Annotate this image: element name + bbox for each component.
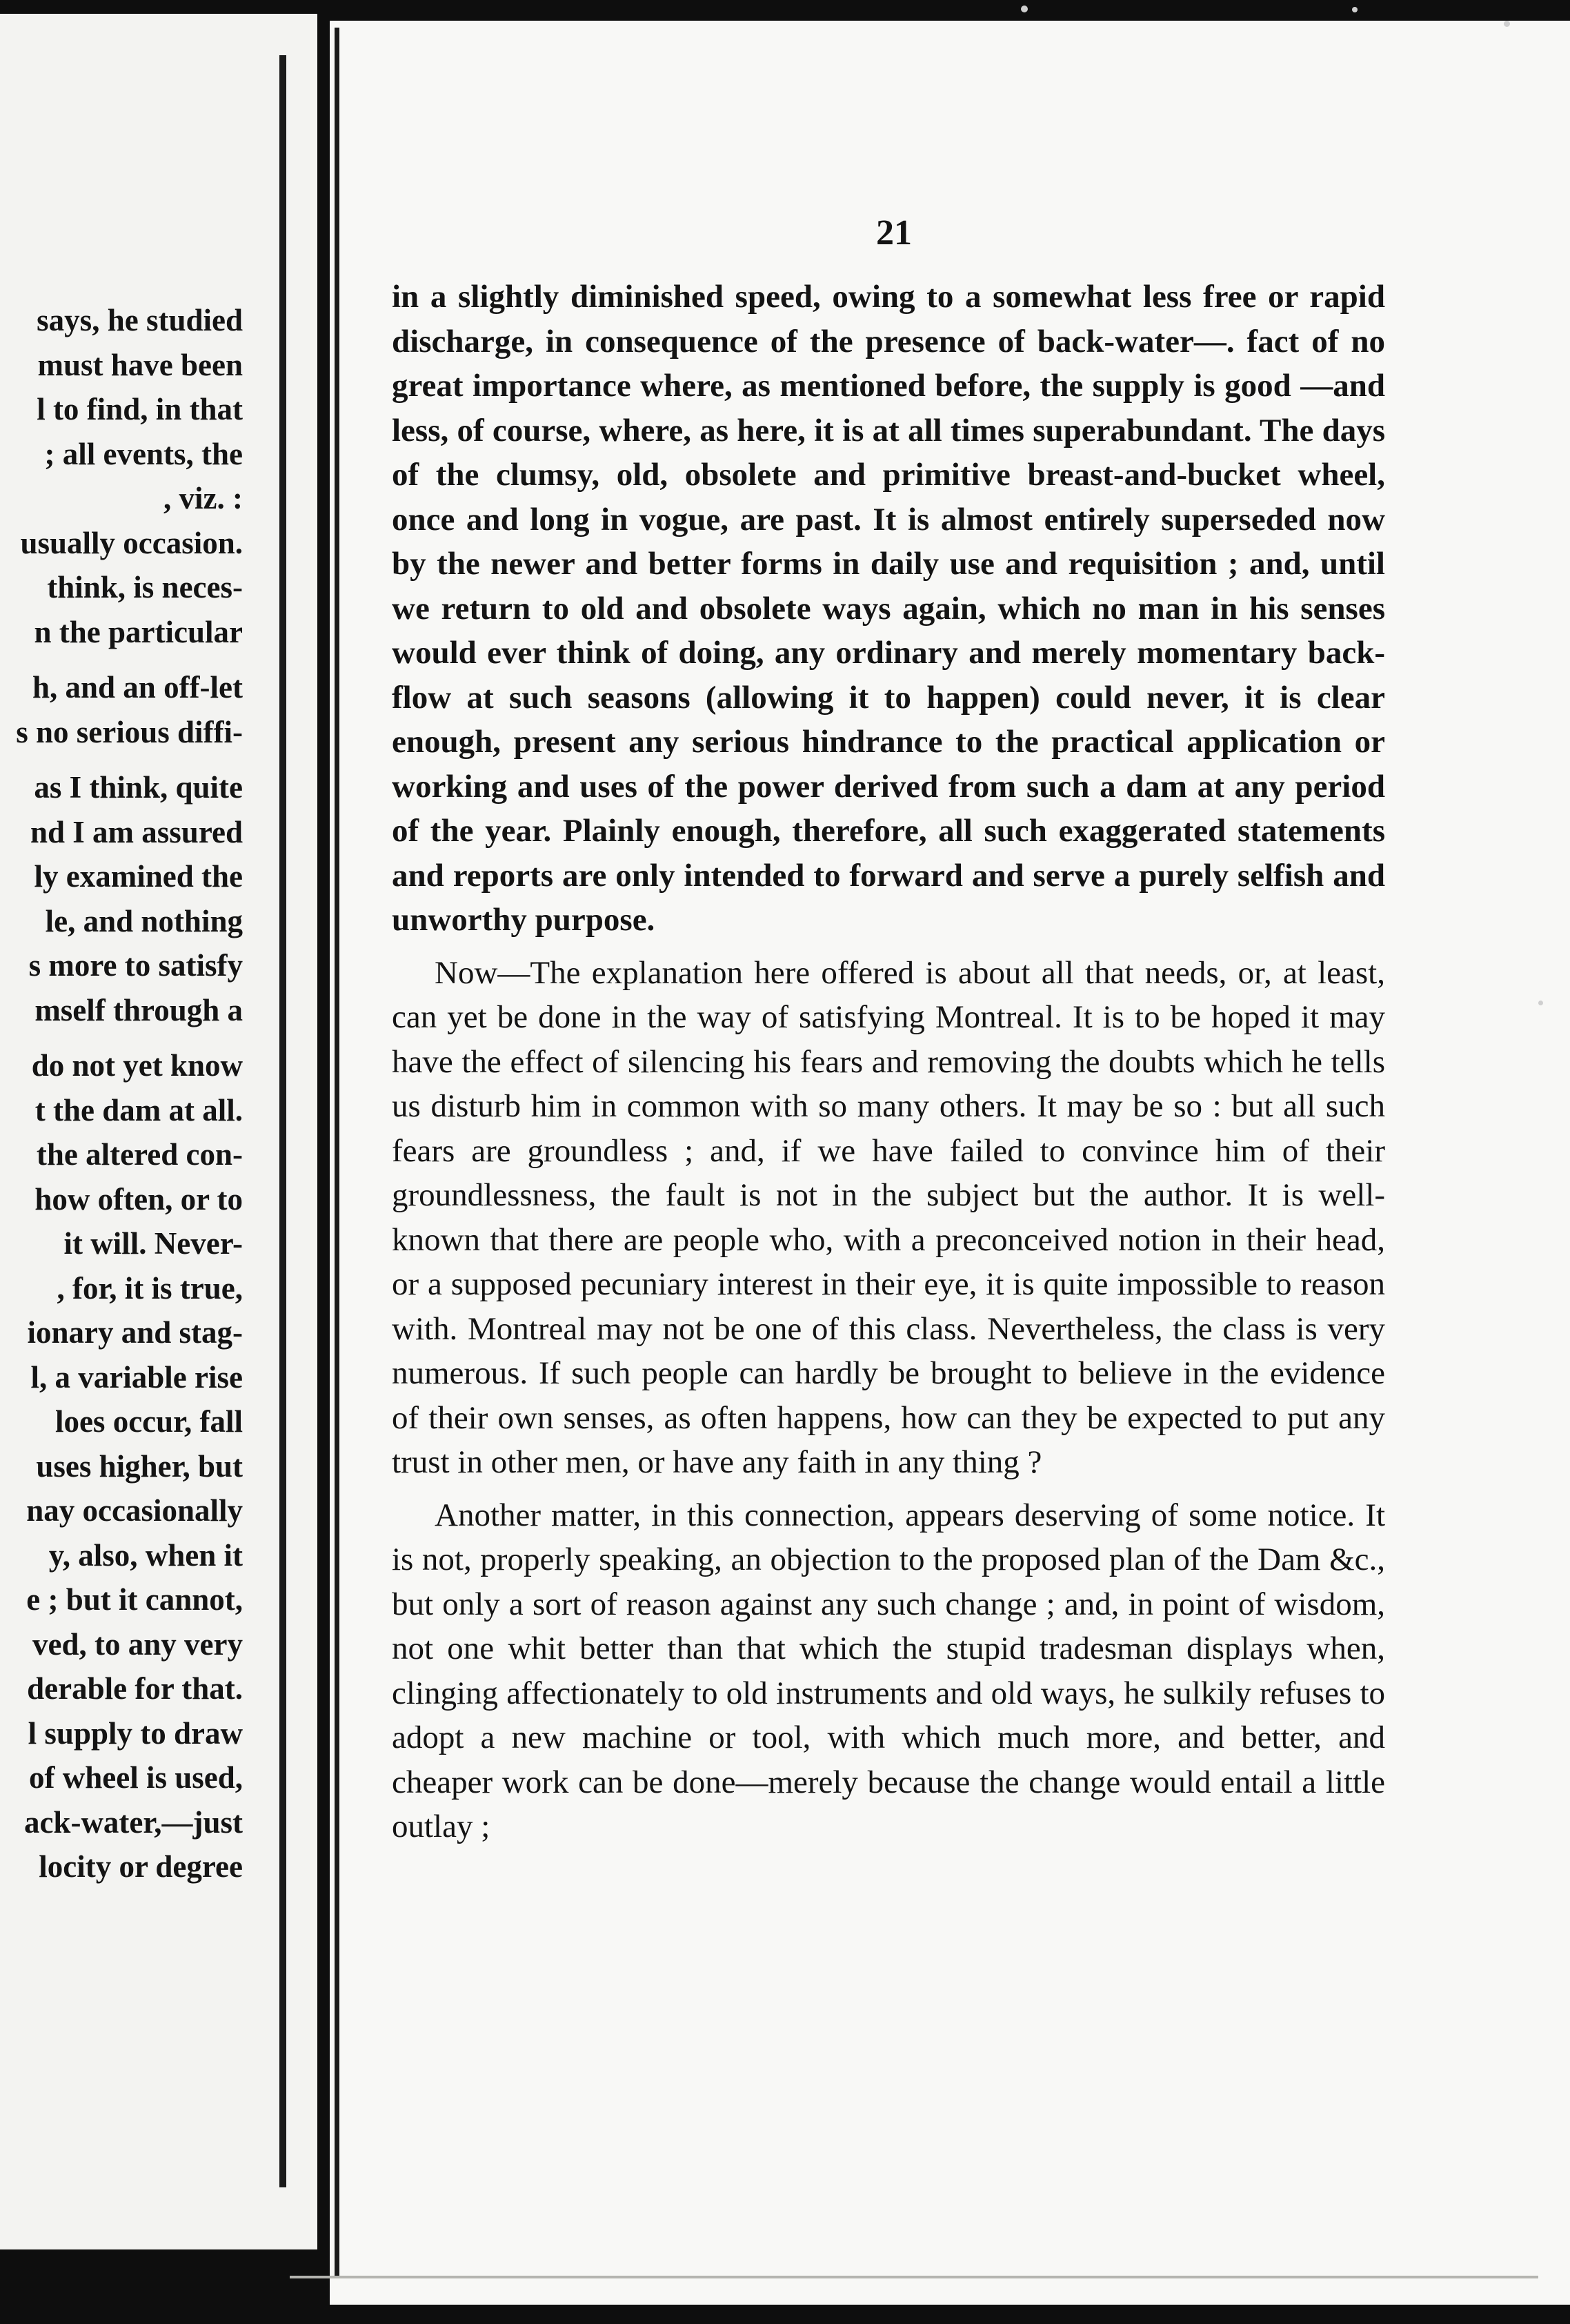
scan-speck bbox=[1504, 21, 1510, 27]
left-line: as I think, quite bbox=[34, 770, 243, 805]
left-line: le, and nothing bbox=[45, 903, 243, 938]
left-line: , viz. : bbox=[163, 481, 243, 515]
left-line: loes occur, fall bbox=[54, 1404, 243, 1439]
paragraph-gap bbox=[0, 654, 243, 665]
left-page-text bbox=[0, 298, 243, 1889]
left-line: locity or degree bbox=[39, 1849, 243, 1884]
scan-speck bbox=[1538, 1001, 1543, 1005]
left-line: ; all events, the bbox=[44, 436, 243, 471]
left-line: h, and an off-let bbox=[32, 670, 243, 705]
left-line: how often, or to bbox=[34, 1181, 243, 1217]
left-line: l supply to draw bbox=[28, 1715, 243, 1751]
left-line: of wheel is used, bbox=[28, 1760, 243, 1795]
left-line: nay occasionally bbox=[26, 1493, 243, 1528]
paragraph-3: Another matter, in this connection, appears deserving of some notice. It is not, properly speaking, an objection to the proposed plan of the Dam &c., but only a sort of reason against any such change ; and, in point of wisdom, not one whit better than that which the stupid tradesman displays when, clinging affectionately to old instruments and old ways, he sulkily refuses to adopt a new machine or tool, with which much more, and better, and cheaper work can be done—merely because the change would entail a little outlay ; bbox=[392, 1497, 1385, 1844]
paragraph-1: in a slightly diminished speed, owing to a somewhat less free or rapid discharge, in consequence of the presence of back-water—. fact of no great importance where, as mentioned before, the supply is good —and less, of course, where, as here, it is at all times superabundant. The days of the clumsy, old, obsolete and primitive breast-and-bucket wheel, once and long in vogue, are past. It is almost entirely superseded now by the newer and better forms in daily use and requisition ; and, until we return to old and obsolete ways again, which no man in his senses would ever think of doing, any ordinary and merely momentary back-flow at such seasons (allowing it to happen) could never, it is clear enough, present any serious hindrance to the practical application or working and uses of the power derived from such a dam at any period of the year. Plainly enough, therefore, all such exaggerated statements and reports are only intended to forward and serve a purely selfish and unworthy purpose. bbox=[392, 279, 1385, 938]
left-line: l, a variable rise bbox=[30, 1359, 243, 1395]
left-line: l to find, in that bbox=[37, 392, 243, 426]
paragraph-gap bbox=[0, 754, 243, 765]
left-line: says, he studied bbox=[37, 303, 243, 337]
left-line: derable for that. bbox=[27, 1671, 243, 1706]
spine-rule bbox=[335, 28, 339, 2277]
left-page bbox=[0, 14, 317, 2249]
left-line: mself through a bbox=[34, 992, 243, 1027]
left-line: y, also, when it bbox=[48, 1537, 243, 1573]
left-line: , for, it is true, bbox=[57, 1270, 243, 1306]
left-line: it will. Never- bbox=[63, 1226, 243, 1261]
left-line: do not yet know bbox=[31, 1048, 243, 1083]
scan-speck bbox=[1021, 6, 1028, 12]
left-line: ack-water,—just bbox=[23, 1804, 243, 1840]
left-line: nd I am assured bbox=[30, 814, 243, 849]
paragraph-gap bbox=[0, 1032, 243, 1043]
left-line: s no serious diffi- bbox=[16, 714, 243, 749]
page-bottom-edge bbox=[290, 2276, 1538, 2278]
left-line: n the particular bbox=[34, 614, 243, 649]
left-line: uses higher, but bbox=[36, 1448, 243, 1484]
left-line: ionary and stag- bbox=[27, 1315, 243, 1350]
page-number: 21 bbox=[876, 213, 912, 253]
left-line: think, is neces- bbox=[47, 570, 243, 604]
left-page-edge-rule bbox=[279, 55, 286, 2187]
left-line: s more to satisfy bbox=[28, 948, 243, 983]
left-line: t the dam at all. bbox=[34, 1092, 243, 1127]
left-line: usually occasion. bbox=[20, 525, 243, 560]
left-line: the altered con- bbox=[36, 1137, 243, 1172]
paragraph-2: Now—The explanation here offered is about all that needs, or, at least, can yet be done in the way of satisfying Montreal. It is to be hoped it may have the effect of silencing his fears and removing the doubts which he tells us disturb him in common with so many others. It may be so : but all such fears are groundless ; and, if we have failed to convince him of their groundlessness, the fault is not in the subject but the author. It is well-known that there are people who, with a preconceived notion in their head, or a supposed pecuniary interest in their eye, it is quite impossible to reason with. Montreal may not be one of this class. Nevertheless, the class is very numerous. If such people can hardly be brought to believe in the evidence of their own senses, as often happens, how can they be expected to put any trust in other men, or have any faith in any thing ? bbox=[392, 954, 1385, 1480]
body-text bbox=[392, 275, 1385, 1858]
left-line: must have been bbox=[37, 347, 243, 382]
left-line: ved, to any very bbox=[32, 1626, 243, 1662]
left-line: ly examined the bbox=[34, 859, 243, 894]
left-line: e ; but it cannot, bbox=[26, 1582, 243, 1617]
scan-speck bbox=[1352, 7, 1358, 12]
